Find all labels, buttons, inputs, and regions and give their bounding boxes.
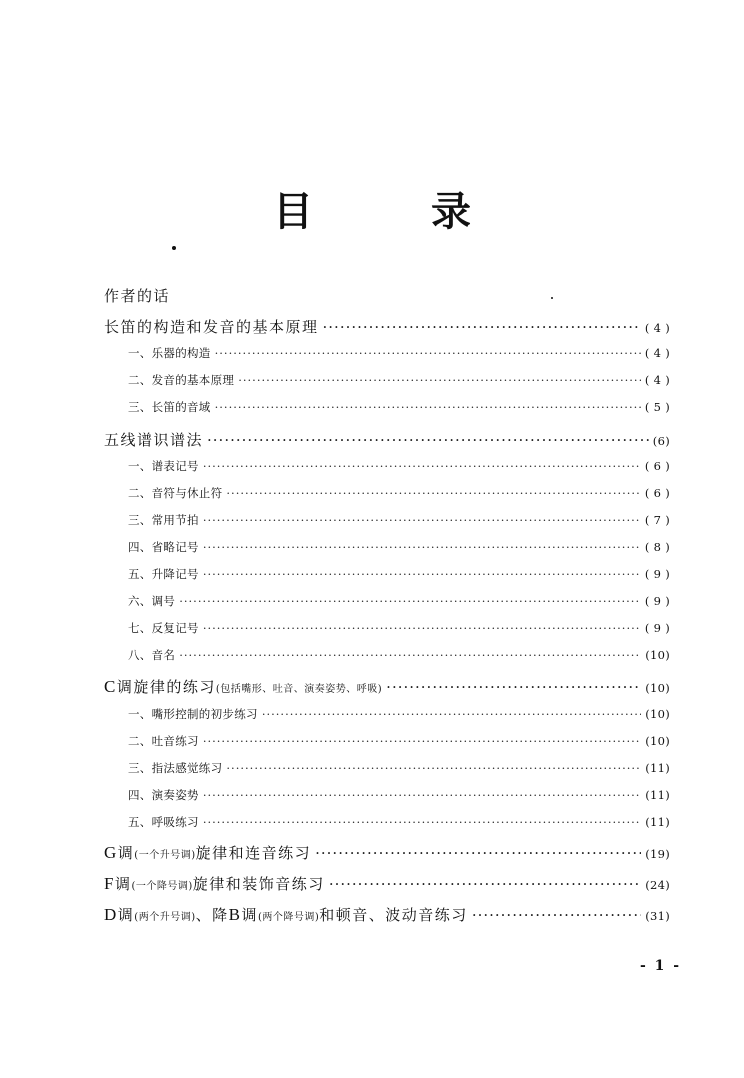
- toc-page: ( 9 ): [644, 567, 670, 581]
- toc-entry-subsection[interactable]: [128, 706, 670, 722]
- toc-entry-subsection[interactable]: [128, 620, 670, 636]
- toc-page: ( 5 ): [644, 400, 670, 414]
- toc-entry-section[interactable]: [104, 676, 670, 697]
- toc-label: [104, 873, 325, 894]
- toc-entry-subsection[interactable]: [128, 458, 670, 474]
- toc-leader: [226, 486, 640, 500]
- toc-entry-subsection[interactable]: [128, 593, 670, 609]
- toc-page: (10): [645, 707, 670, 721]
- toc-entry-subsection[interactable]: [128, 485, 670, 501]
- page-title: 目 录: [273, 189, 523, 235]
- key-letter: D: [104, 905, 118, 924]
- decorative-dot: [172, 246, 176, 250]
- toc-label-text: 调: [117, 906, 135, 924]
- toc-label: 五、升降记号: [128, 567, 199, 581]
- toc-label-note: (包括嘴形、吐音、演奏姿势、呼吸): [215, 684, 383, 695]
- key-letter: G: [104, 843, 118, 862]
- toc-entry-subsection[interactable]: [128, 760, 670, 776]
- toc-label: 八、音名: [128, 648, 176, 662]
- page-number: - 1 -: [640, 958, 682, 974]
- toc-entry-section[interactable]: [104, 316, 670, 337]
- toc-label-text: 调旋律的练习: [116, 678, 216, 696]
- toc-leader: [323, 318, 641, 336]
- toc-leader: [203, 513, 641, 527]
- toc-leader: [179, 648, 641, 662]
- key-letter: B: [228, 905, 242, 924]
- toc-label: 一、谱表记号: [128, 459, 199, 473]
- toc-leader: [203, 788, 641, 802]
- toc-page: ( 6 ): [644, 459, 670, 473]
- toc-leader: [315, 844, 641, 862]
- toc-page: ( 4 ): [644, 373, 670, 387]
- toc-entry-subsection[interactable]: [128, 345, 670, 361]
- toc-label: 二、音符与休止符: [128, 486, 223, 500]
- toc-leader: [203, 815, 641, 829]
- toc-leader: [203, 567, 641, 581]
- toc-leader: [329, 875, 641, 893]
- toc-page: (10): [645, 648, 670, 662]
- toc-label: 三、长笛的音域: [128, 400, 211, 414]
- toc-entry-subsection[interactable]: [128, 539, 670, 555]
- toc-label: 三、常用节拍: [128, 513, 199, 527]
- key-letter: C: [104, 677, 117, 696]
- toc-leader: [215, 400, 641, 414]
- toc-leader: [262, 707, 641, 721]
- toc-entry-section[interactable]: [104, 429, 670, 450]
- toc-page: ( 9 ): [644, 621, 670, 635]
- toc-label: 作者的话: [104, 287, 171, 305]
- toc-page: (11): [645, 815, 670, 829]
- toc-page: ( 7 ): [644, 513, 670, 527]
- toc-label: 六、调号: [128, 594, 176, 608]
- toc-label: 二、发音的基本原理: [128, 373, 235, 387]
- toc-label: 五、呼吸练习: [128, 815, 199, 829]
- toc-page: (24): [645, 878, 670, 892]
- toc-label-text: 、降: [195, 906, 229, 924]
- toc-label-note: (两个升号调): [134, 912, 196, 923]
- toc-label: 二、吐音练习: [128, 734, 199, 748]
- toc-entry-subsection[interactable]: [128, 814, 670, 830]
- toc-label-text: 调: [241, 906, 258, 924]
- toc-label: 一、嘴形控制的初步练习: [128, 707, 258, 721]
- toc-leader: [215, 346, 641, 360]
- toc-label: 七、反复记号: [128, 621, 199, 635]
- toc-entry-subsection[interactable]: [128, 647, 670, 663]
- toc-page: (19): [645, 847, 670, 861]
- toc-entry-section[interactable]: [104, 842, 670, 863]
- toc-entry-section[interactable]: [104, 904, 670, 925]
- toc-leader: [386, 678, 641, 696]
- toc-label: [104, 842, 311, 863]
- toc-label-text: 旋律和连音练习: [195, 844, 312, 862]
- toc-label-text: 调: [117, 844, 135, 862]
- toc-page: (11): [645, 788, 670, 802]
- toc-entry-subsection[interactable]: [128, 512, 670, 528]
- toc-entry-author-note[interactable]: [104, 285, 170, 306]
- toc-leader: [203, 459, 641, 473]
- toc-label: 四、演奏姿势: [128, 788, 199, 802]
- toc-label: 三、指法感觉练习: [128, 761, 223, 775]
- toc-label-text: 调: [114, 875, 132, 893]
- toc-label-note: (两个降号调): [257, 912, 320, 923]
- toc-page: ( 6 ): [644, 486, 670, 500]
- toc-leader: [207, 431, 649, 449]
- toc-label: 一、乐器的构造: [128, 346, 211, 360]
- toc-leader: [226, 761, 641, 775]
- toc-page: (11): [645, 761, 670, 775]
- toc-entry-subsection[interactable]: [128, 733, 670, 749]
- toc-label: [104, 904, 468, 925]
- toc-label: 五线谱识谱法: [104, 431, 204, 449]
- toc-page: ( 4 ): [644, 346, 670, 360]
- toc-entry-subsection[interactable]: [128, 566, 670, 582]
- toc-entry-subsection[interactable]: [128, 372, 670, 388]
- key-letter: F: [104, 874, 115, 893]
- decorative-speck: [551, 297, 553, 299]
- toc-entry-section[interactable]: [104, 873, 670, 894]
- toc-label-note: (一个升号调): [134, 850, 196, 861]
- toc-leader: [179, 594, 641, 608]
- toc-page: (10): [645, 681, 670, 695]
- toc-page: (6): [652, 434, 670, 448]
- toc-page: ( 8 ): [644, 540, 670, 554]
- toc-leader: [238, 373, 641, 387]
- toc-leader: [203, 540, 641, 554]
- toc-label-text: 和顿音、波动音练习: [319, 906, 468, 924]
- toc-label-note: (一个降号调): [131, 881, 193, 892]
- toc-label: 长笛的构造和发音的基本原理: [104, 318, 319, 336]
- toc-page: (31): [645, 909, 670, 923]
- toc-entry-subsection[interactable]: [128, 787, 670, 803]
- toc-label-text: 旋律和装饰音练习: [192, 875, 325, 893]
- toc-leader: [203, 734, 641, 748]
- toc-label: [104, 676, 382, 697]
- toc-leader: [203, 621, 641, 635]
- toc-label: 四、省略记号: [128, 540, 199, 554]
- toc-page: ( 9 ): [644, 594, 670, 608]
- toc-page: ( 4 ): [644, 321, 670, 335]
- toc-leader: [472, 906, 641, 924]
- toc-entry-subsection[interactable]: [128, 399, 670, 415]
- toc-page: (10): [645, 734, 670, 748]
